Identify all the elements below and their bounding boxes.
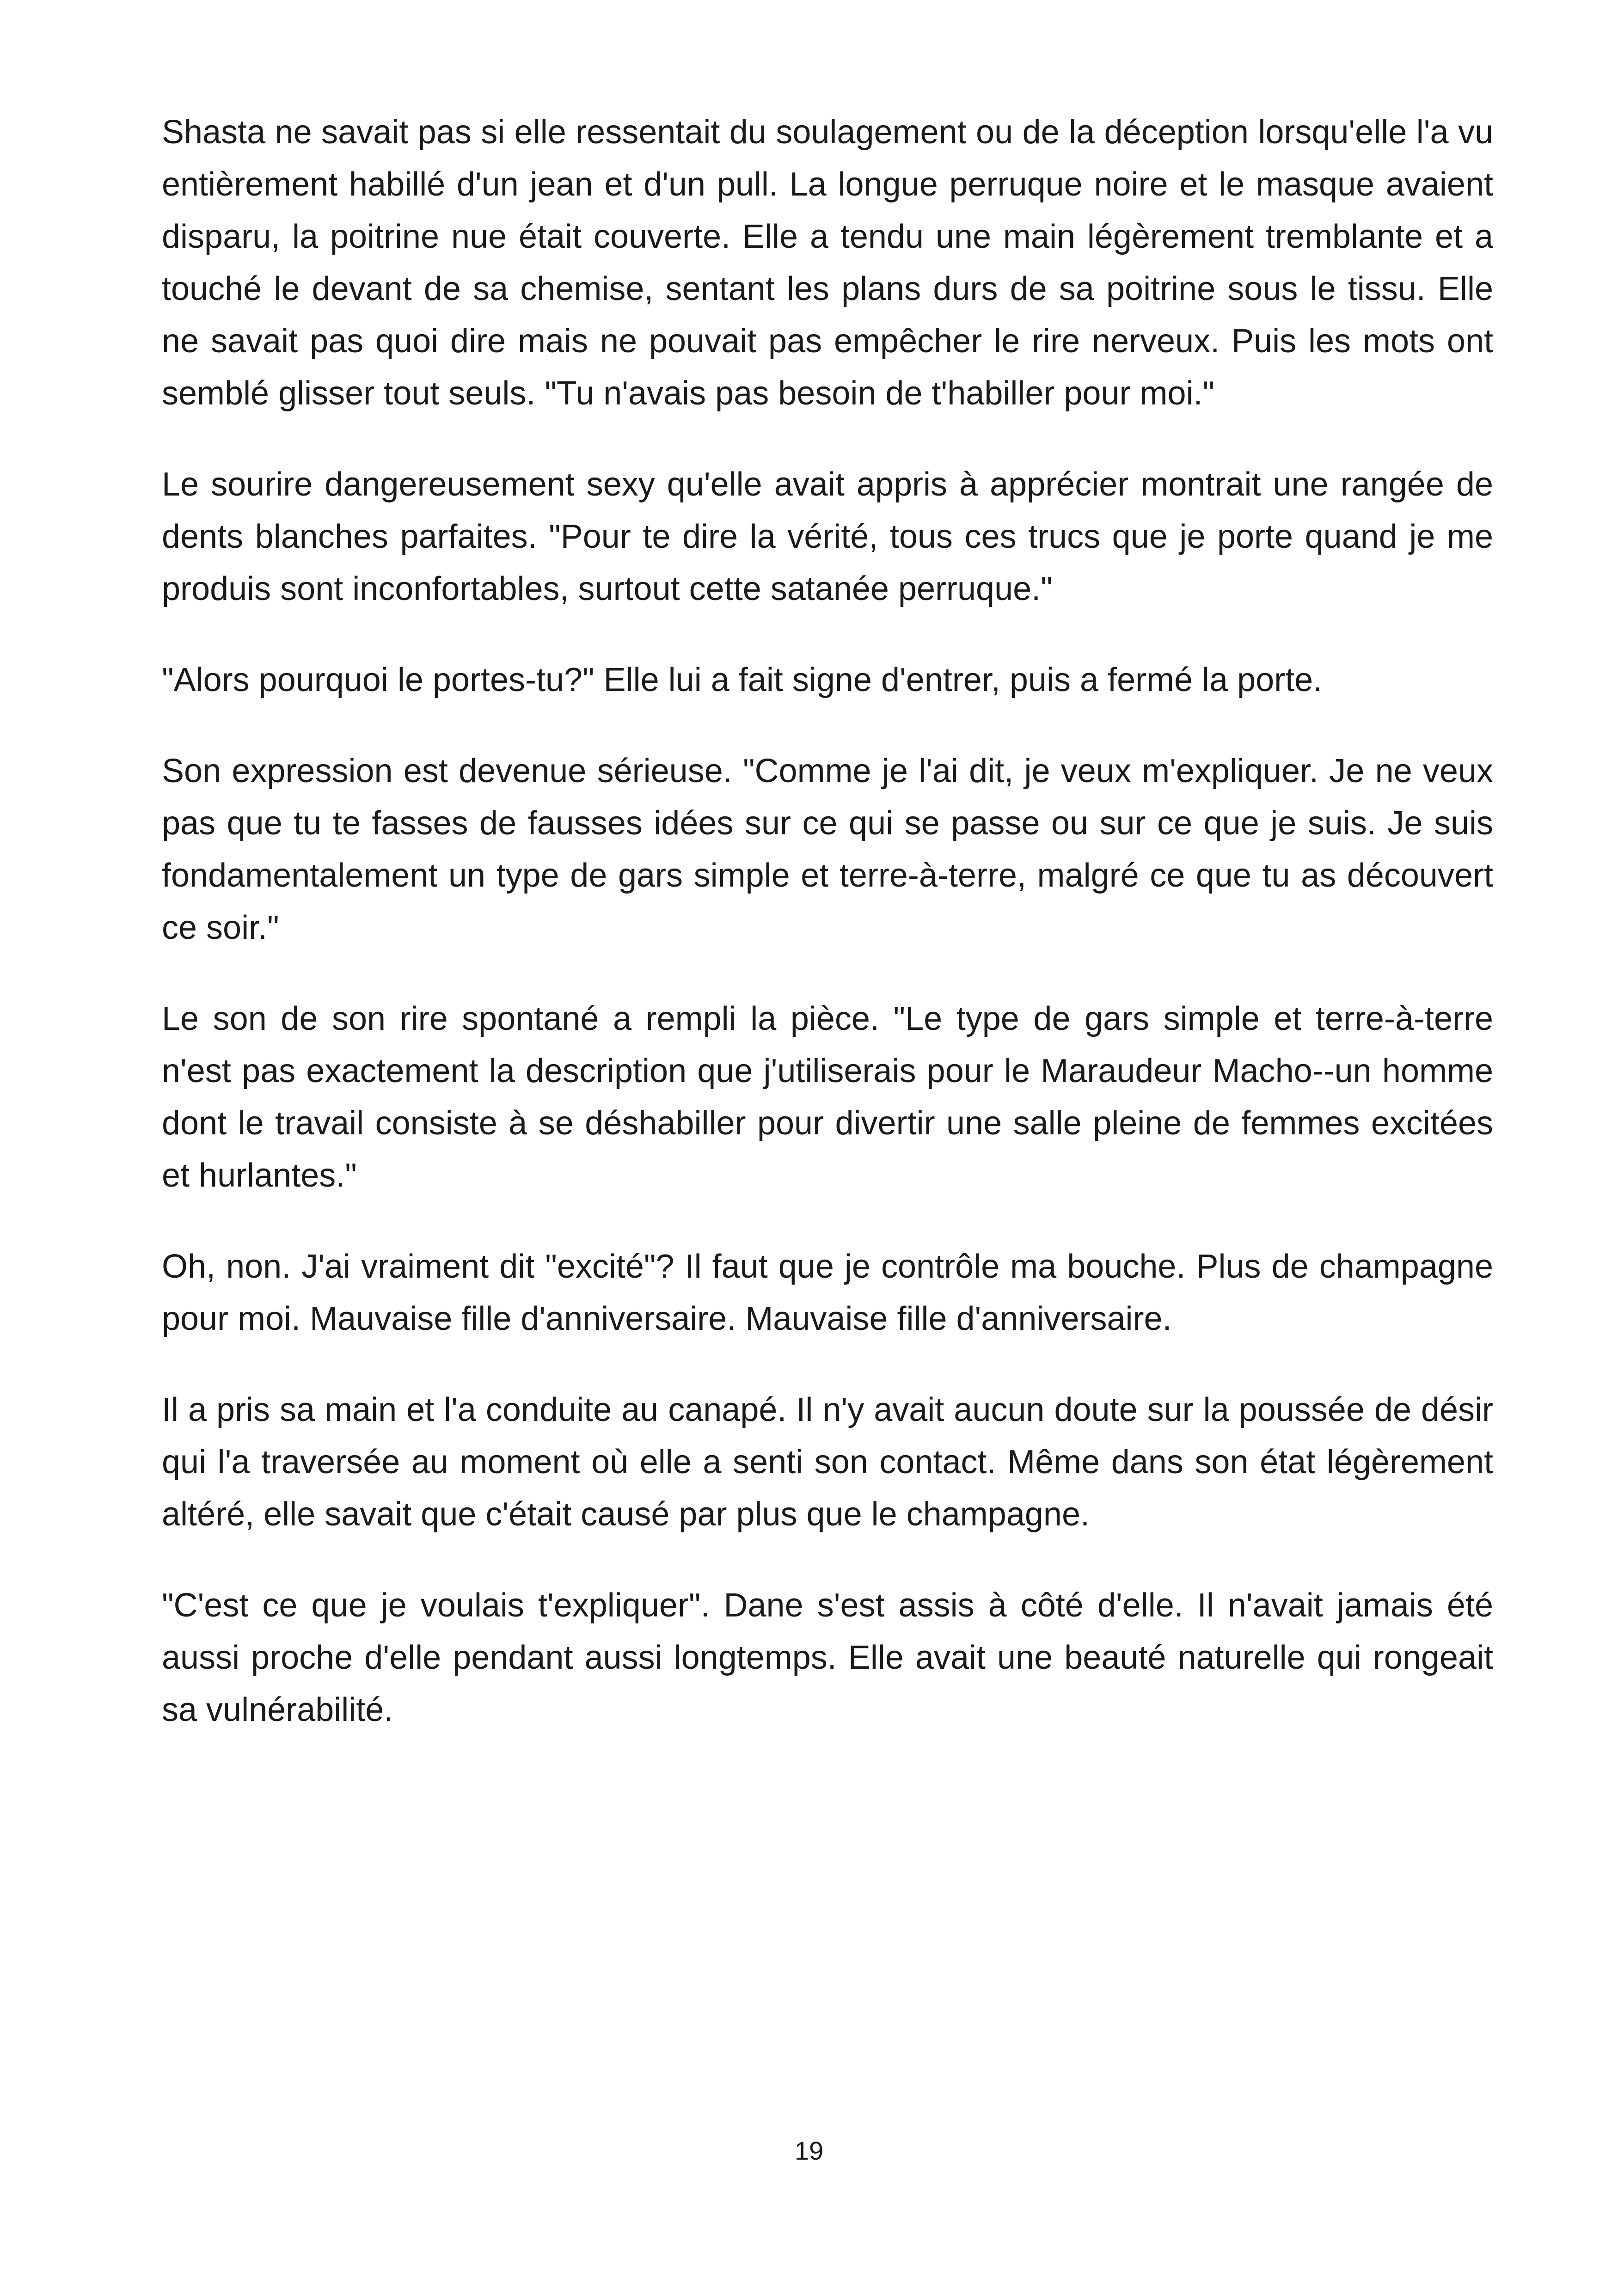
paragraph-2: Le sourire dangereusement sexy qu'elle avait appris à apprécier montrait une rangée de dents blanches parfaites. "Pour te dire la vérité, tous ces trucs que je porte quand je me produis sont inconfortables, surtout cette satanée perruque." — [162, 466, 1493, 607]
paragraph-1: Shasta ne savait pas si elle ressentait du soulagement ou de la déception lorsqu'elle l'a vu entièrement habillé d'un jean et d'un pull. La longue perruque noire et le masque avaient disparu, la poitrine nue était couverte. Elle a tendu une main légèrement tremblante et a touché le devant de sa chemise, sentant les plans durs de sa poitrine sous le tissu. Elle ne savait pas quoi dire mais ne pouvait pas empêcher le rire nerveux. Puis les mots ont semblé glisser tout seuls. "Tu n'avais pas besoin de t'habiller pour moi." — [162, 114, 1493, 412]
paragraph-6: Oh, non. J'ai vraiment dit "excité"? Il faut que je contrôle ma bouche. Plus de champagne pour moi. Mauvaise fille d'anniversaire. Mauvaise fille d'anniversaire. — [162, 1248, 1493, 1337]
paragraph-4: Son expression est devenue sérieuse. "Comme je l'ai dit, je veux m'expliquer. Je ne veux pas que tu te fasses de fausses idées sur ce qui se passe ou sur ce que je suis. Je suis fondamentalement un type de gars simple et terre-à-terre, malgré ce que tu as découvert ce soir." — [162, 753, 1493, 946]
paragraph-5: Le son de son rire spontané a rempli la pièce. "Le type de gars simple et terre-à-terre n'est pas exactement la description que j'utiliserais pour le Maraudeur Macho--un homme dont le travail consiste à se déshabiller pour divertir une salle pleine de femmes excitées et hurlantes." — [162, 1000, 1493, 1194]
body-text — [162, 106, 1493, 1775]
paragraph-7: Il a pris sa main et l'a conduite au canapé. Il n'y avait aucun doute sur la poussée de désir qui l'a traversée au moment où elle a senti son contact. Même dans son état légèrement altéré, elle savait que c'était causé par plus que le champagne. — [162, 1391, 1493, 1533]
paragraph-8: "C'est ce que je voulais t'expliquer". Dane s'est assis à côté d'elle. Il n'avait jamais été aussi proche d'elle pendant aussi longtemps. Elle avait une beauté naturelle qui rongeait sa vulnérabilité. — [162, 1587, 1493, 1728]
paragraph-3: "Alors pourquoi le portes-tu?" Elle lui a fait signe d'entrer, puis a fermé la porte. — [162, 661, 1323, 698]
page-number: 19 — [794, 2136, 824, 2165]
